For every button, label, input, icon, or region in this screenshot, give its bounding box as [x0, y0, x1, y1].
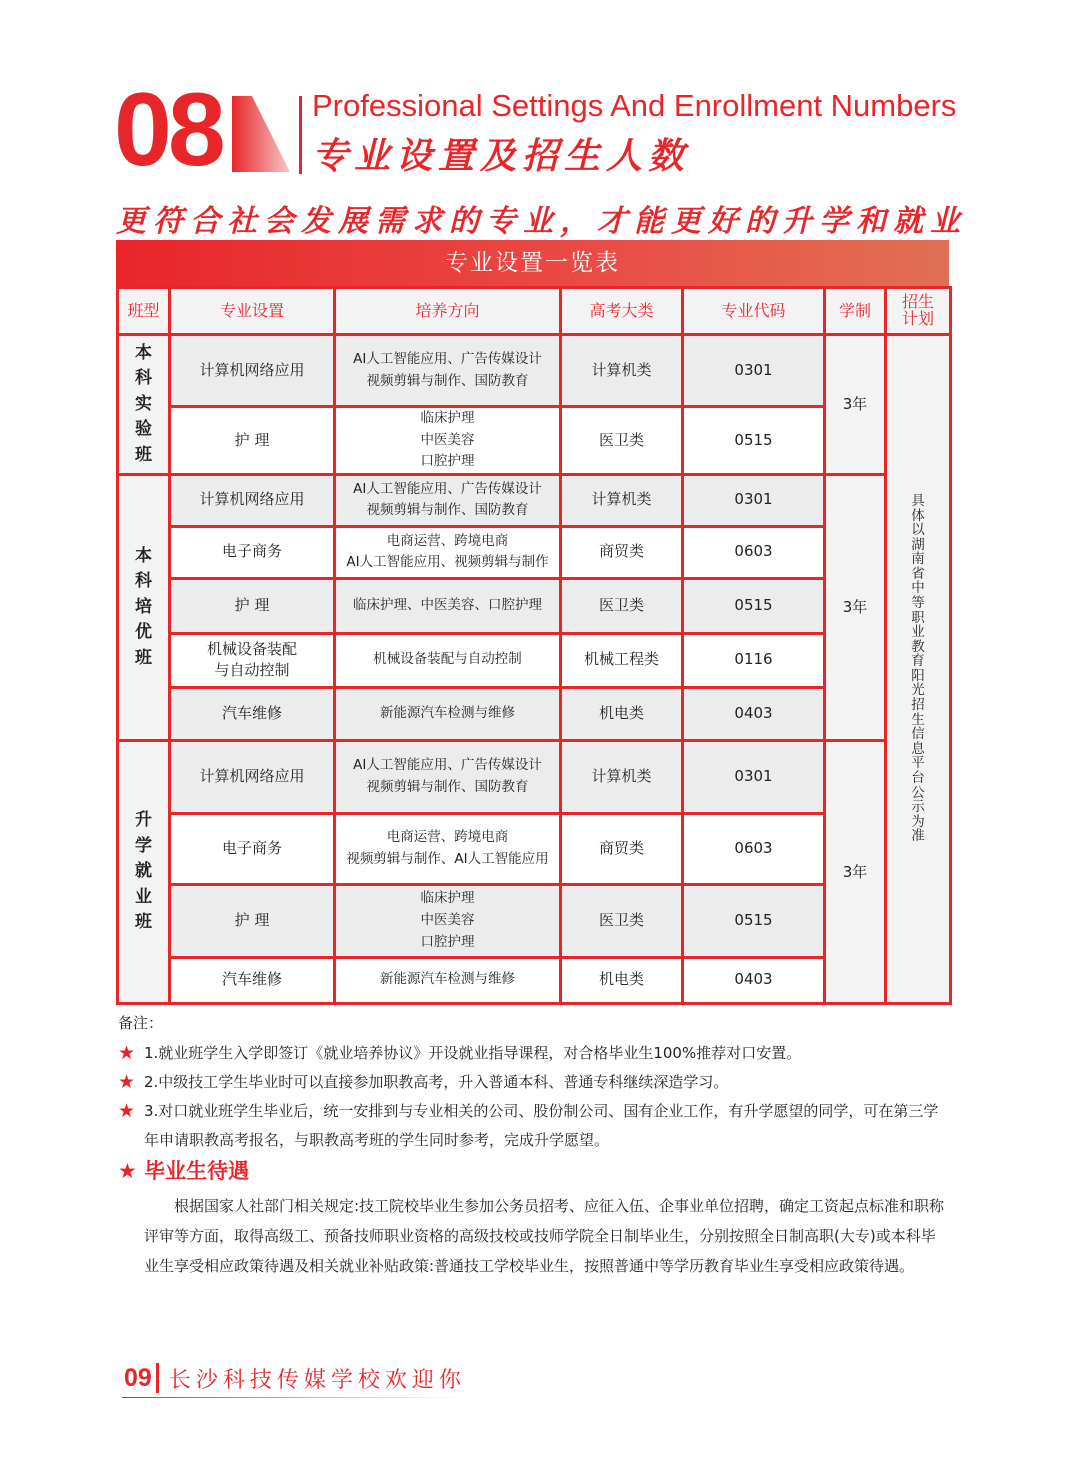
- header-category: 高考大类: [561, 288, 683, 335]
- direction-cell: AI人工智能应用、广告传媒设计 视频剪辑与制作、国防教育: [335, 335, 561, 407]
- table-body: [118, 335, 951, 1004]
- code-cell: 0603: [683, 813, 825, 884]
- section-wedge-decoration: [232, 96, 290, 172]
- footer-underline: [122, 1397, 462, 1398]
- code-cell: 0403: [683, 687, 825, 740]
- direction-cell: 新能源汽车检测与维修: [335, 687, 561, 740]
- code-cell: 0515: [683, 407, 825, 475]
- majors-table: [116, 240, 949, 1005]
- header-direction: 培养方向: [335, 288, 561, 335]
- major-cell: 电子商务: [170, 526, 335, 578]
- code-cell: 0515: [683, 578, 825, 633]
- duration-cell: 3年: [825, 740, 886, 1003]
- major-cell: 电子商务: [170, 813, 335, 884]
- header-divider: [299, 96, 302, 174]
- class-type-cell: 升学就业班: [118, 740, 170, 1003]
- code-cell: 0403: [683, 957, 825, 1003]
- category-cell: 商贸类: [561, 526, 683, 578]
- header-class-type: 班型: [118, 288, 170, 335]
- title-chinese: 专业设置及招生人数: [312, 135, 691, 177]
- header-plan: [886, 288, 951, 335]
- section-number: 08: [114, 72, 222, 188]
- code-cell: 0603: [683, 526, 825, 578]
- direction-cell: AI人工智能应用、广告传媒设计 视频剪辑与制作、国防教育: [335, 474, 561, 526]
- major-cell: 计算机网络应用: [170, 740, 335, 813]
- remark-text: 2.中级技工学生毕业时可以直接参加职教高考，升入普通本科、普通专科继续深造学习。: [144, 1073, 729, 1091]
- direction-cell: 机械设备装配与自动控制: [335, 633, 561, 687]
- header-duration: 学制: [825, 288, 886, 335]
- star-icon: ★: [118, 1100, 136, 1122]
- header-plan-text: 招生计划: [901, 292, 934, 328]
- title-english: Professional Settings And Enrollment Numbers: [312, 88, 957, 123]
- table-row: [118, 740, 951, 813]
- graduate-section: [118, 1155, 948, 1281]
- category-cell: 医卫类: [561, 578, 683, 633]
- category-cell: 计算机类: [561, 474, 683, 526]
- graduate-title-text: 毕业生待遇: [144, 1159, 250, 1183]
- class-type-cell: 本科实验班: [118, 335, 170, 475]
- major-cell: 汽车维修: [170, 687, 335, 740]
- code-cell: 0116: [683, 633, 825, 687]
- category-cell: 机电类: [561, 957, 683, 1003]
- major-cell: 汽车维修: [170, 957, 335, 1003]
- major-cell: 护 理: [170, 884, 335, 957]
- remark-text: 1.就业班学生入学即签订《就业培养协议》开设就业指导课程，对合格毕业生100%推荐对口安置。: [144, 1044, 802, 1062]
- direction-cell: 电商运营、跨境电商 视频剪辑与制作、AI人工智能应用: [335, 813, 561, 884]
- footer: [124, 1361, 466, 1395]
- code-cell: 0515: [683, 884, 825, 957]
- category-cell: 机械工程类: [561, 633, 683, 687]
- remark-item: [118, 1097, 948, 1155]
- remark-item: [118, 1068, 948, 1097]
- footer-divider: [156, 1363, 159, 1393]
- remark-text: 3.对口就业班学生毕业后，统一安排到与专业相关的公司、股份制公司、国有企业工作，有升学愿望的同学，可在第三学年申请职教高考报名，与职教高考班的学生同时参考，完成升学愿望。: [144, 1102, 939, 1149]
- category-cell: 医卫类: [561, 884, 683, 957]
- direction-cell: 临床护理 中医美容 口腔护理: [335, 407, 561, 475]
- category-cell: 医卫类: [561, 407, 683, 475]
- star-icon: ★: [118, 1042, 136, 1064]
- code-cell: 0301: [683, 335, 825, 407]
- table-title: 专业设置一览表: [116, 240, 949, 286]
- school-name: 长沙科技传媒学校欢迎你: [168, 1367, 466, 1393]
- graduate-body: 根据国家人社部门相关规定:技工院校毕业生参加公务员招考、应征入伍、企事业单位招聘，确定工资起点标准和职称评审等方面，取得高级工、预备技师职业资格的高级技校或技师学院全日制毕业生，分别按照全日制高职(大专)或本科毕业生享受相应政策待遇及相关就业补贴政策:普通技工学校毕业生，按照普通中等学历教育毕业生享受相应政策待遇。: [144, 1197, 945, 1275]
- header-code: 专业代码: [683, 288, 825, 335]
- category-cell: 计算机类: [561, 335, 683, 407]
- direction-cell: 电商运营、跨境电商 AI人工智能应用、视频剪辑与制作: [335, 526, 561, 578]
- direction-cell: 临床护理、中医美容、口腔护理: [335, 578, 561, 633]
- code-cell: 0301: [683, 740, 825, 813]
- star-icon: ★: [118, 1071, 136, 1093]
- remarks-title: 备注：: [118, 1014, 164, 1032]
- major-cell: 护 理: [170, 578, 335, 633]
- remarks-section: [118, 1012, 948, 1155]
- category-cell: 计算机类: [561, 740, 683, 813]
- category-cell: 机电类: [561, 687, 683, 740]
- header-major: 专业设置: [170, 288, 335, 335]
- graduate-title: [118, 1155, 948, 1185]
- page-number: 09: [124, 1363, 152, 1392]
- remark-item: [118, 1039, 948, 1068]
- table-row: [118, 474, 951, 526]
- direction-cell: AI人工智能应用、广告传媒设计 视频剪辑与制作、国防教育: [335, 740, 561, 813]
- major-cell: 护 理: [170, 407, 335, 475]
- major-cell: 计算机网络应用: [170, 335, 335, 407]
- duration-cell: 3年: [825, 335, 886, 475]
- enrollment-plan-note: 具体以湖南省中等职业教育阳光招生信息平台公示为准: [886, 335, 951, 1004]
- major-cell: 机械设备装配 与自动控制: [170, 633, 335, 687]
- category-cell: 商贸类: [561, 813, 683, 884]
- class-type-cell: 本科培优班: [118, 474, 170, 740]
- major-cell: 计算机网络应用: [170, 474, 335, 526]
- slogan: 更符合社会发展需求的专业，才能更好的升学和就业: [116, 204, 967, 239]
- direction-cell: 临床护理 中医美容 口腔护理: [335, 884, 561, 957]
- direction-cell: 新能源汽车检测与维修: [335, 957, 561, 1003]
- code-cell: 0301: [683, 474, 825, 526]
- duration-cell: 3年: [825, 474, 886, 740]
- table-row: [118, 335, 951, 407]
- star-icon: ★: [118, 1159, 145, 1183]
